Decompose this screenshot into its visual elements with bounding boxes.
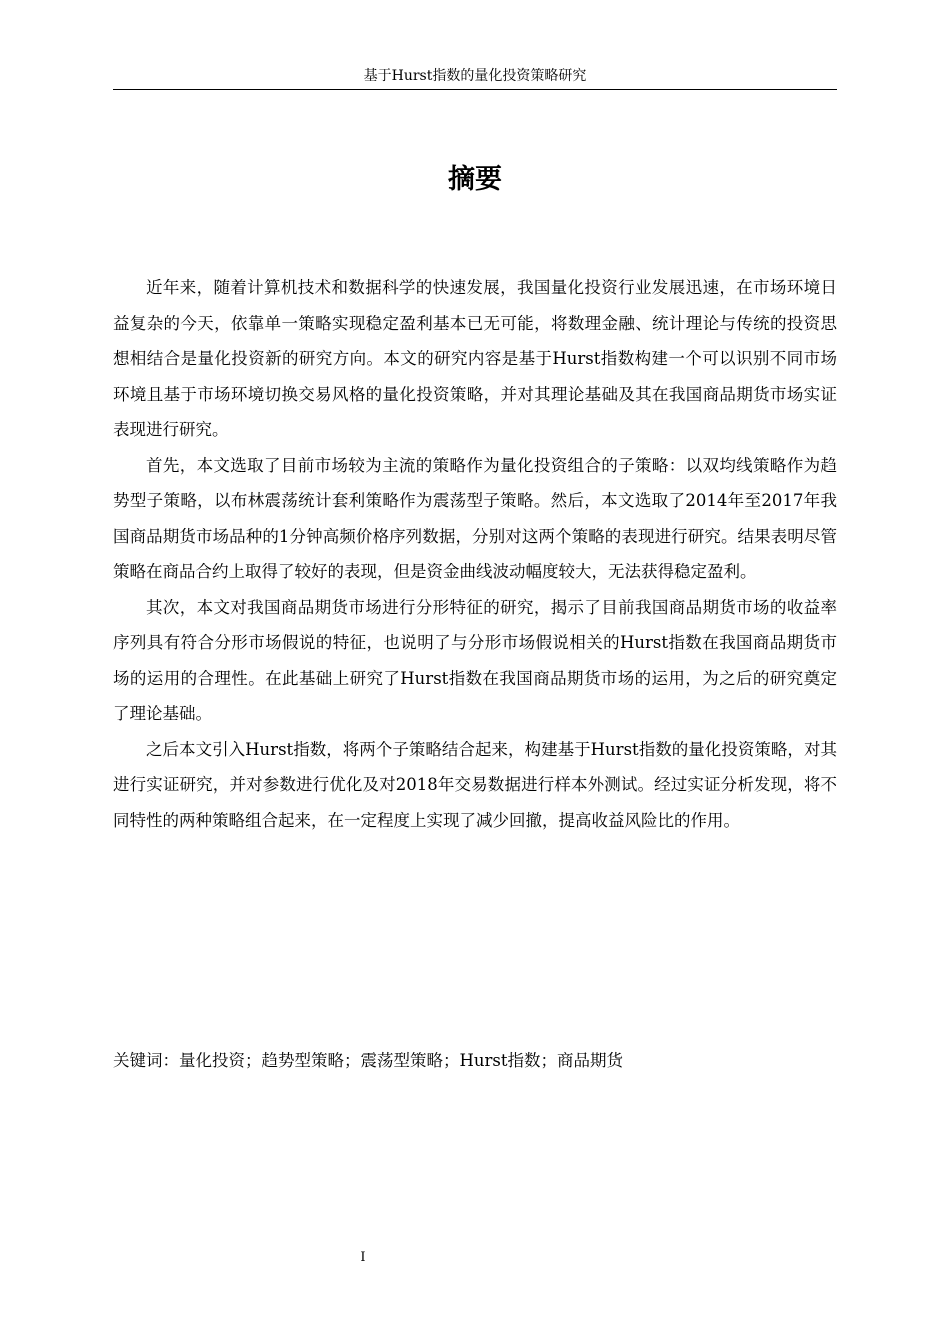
abstract-paragraph-4: 之后本文引入Hurst指数，将两个子策略结合起来，构建基于Hurst指数的量化投资策略，对其进行实证研究，并对参数进行优化及对2018年交易数据进行样本外测试。经过实证分析发现，将不同特性的两种策略组合起来，在一定程度上实现了减少回撤，提高收益风险比的作用。 — [113, 739, 837, 830]
header-divider — [113, 89, 837, 90]
keywords-line: 关键词：量化投资；趋势型策略；震荡型策略；Hurst指数；商品期货 — [113, 1051, 624, 1070]
abstract-paragraph-1: 近年来，随着计算机技术和数据科学的快速发展，我国量化投资行业发展迅速，在市场环境日益复杂的今天，依靠单一策略实现稳定盈利基本已无可能，将数理金融、统计理论与传统的投资思想相结合是量化投资新的研究方向。本文的研究内容是基于Hurst指数构建一个可以识别不同市场环境且基于市场环境切换交易风格的量化投资策略，并对其理论基础及其在我国商品期货市场实证表现进行研究。 — [113, 278, 837, 439]
abstract-paragraph-2: 首先，本文选取了目前市场较为主流的策略作为量化投资组合的子策略：以双均线策略作为趋势型子策略，以布林震荡统计套利策略作为震荡型子策略。然后，本文选取了2014年至2017年我国商品期货市场品种的1分钟高频价格序列数据，分别对这两个策略的表现进行研究。结果表明尽管策略在商品合约上取得了较好的表现，但是资金曲线波动幅度较大，无法获得稳定盈利。 — [113, 455, 837, 581]
running-header: 基于Hurst指数的量化投资策略研究 — [363, 68, 587, 84]
abstract-paragraph-3: 其次，本文对我国商品期货市场进行分形特征的研究，揭示了目前我国商品期货市场的收益率序列具有符合分形市场假说的特征，也说明了与分形市场假说相关的Hurst指数在我国商品期货市场的运用的合理性。在此基础上研究了Hurst指数在我国商品期货市场的运用，为之后的研究奠定了理论基础。 — [113, 597, 837, 723]
page-number: I — [360, 1250, 366, 1265]
abstract-title: 摘要 — [448, 164, 502, 195]
abstract-body — [113, 270, 837, 838]
